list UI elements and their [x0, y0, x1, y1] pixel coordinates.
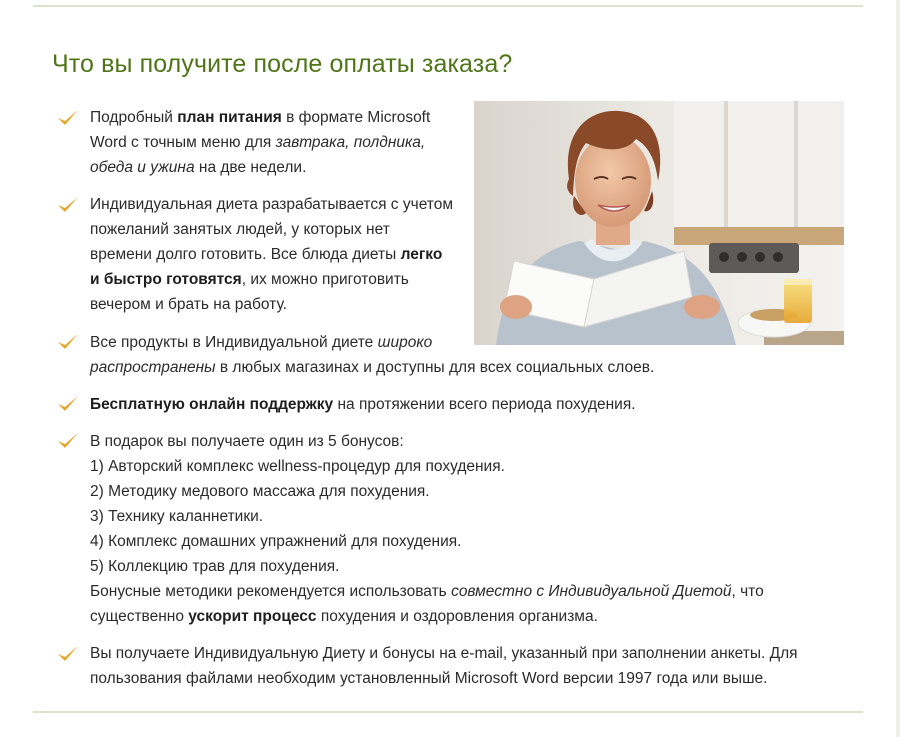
list-item-plan: Подробный план питания в формате Microsoft Word с точным меню для завтрака, полдника, обеда и ужина на две недели.	[90, 109, 431, 176]
checkmark-icon	[56, 194, 80, 216]
checkmark-icon	[56, 430, 80, 452]
checkmark-icon	[56, 643, 80, 665]
list-item-products: Все продукты в Индивидуальной диете широко распространены в любых магазинах и доступны для всех социальных слоев.	[90, 334, 655, 376]
list-item-individual-diet: Индивидуальная диета разрабатывается с учетом пожеланий занятых людей, у которых нет времени долго готовить. Все блюда диеты легко и быстро готовятся, их можно приготовить вечером и брать на работу.	[90, 196, 454, 313]
checkmark-icon	[56, 107, 80, 129]
woman-reading-papers-photo	[474, 101, 844, 345]
checkmark-icon	[56, 331, 80, 353]
page-title: Что вы получите после оплаты заказа?	[52, 50, 513, 78]
list-item-bonuses: В подарок вы получаете один из 5 бонусов: 1) Авторский комплекс wellness-процедур для похудения. 2) Методику медового массажа для похудения. 3) Технику каланнетики. 4) Комплекс домашних упражнений для похудения. 5) Коллекцию трав для похудения. Бонусные методики рекомендуется использовать совместно с Индивидуальной Диетой, что существенно ускорит процесс похудения и оздоровления организма.	[90, 433, 764, 625]
list-item-delivery: Вы получаете Индивидуальную Диету и бонусы на e-mail, указанный при заполнении анкеты. Для пользования файлами необходим установленный Microsoft Word версии 1997 года или выше.	[90, 645, 798, 687]
list-item-support: Бесплатную онлайн поддержку на протяжении всего периода похудения.	[90, 396, 636, 413]
right-edge-border	[896, 0, 900, 737]
top-divider	[33, 5, 863, 7]
checkmark-icon	[56, 393, 80, 415]
bottom-divider	[33, 711, 863, 713]
